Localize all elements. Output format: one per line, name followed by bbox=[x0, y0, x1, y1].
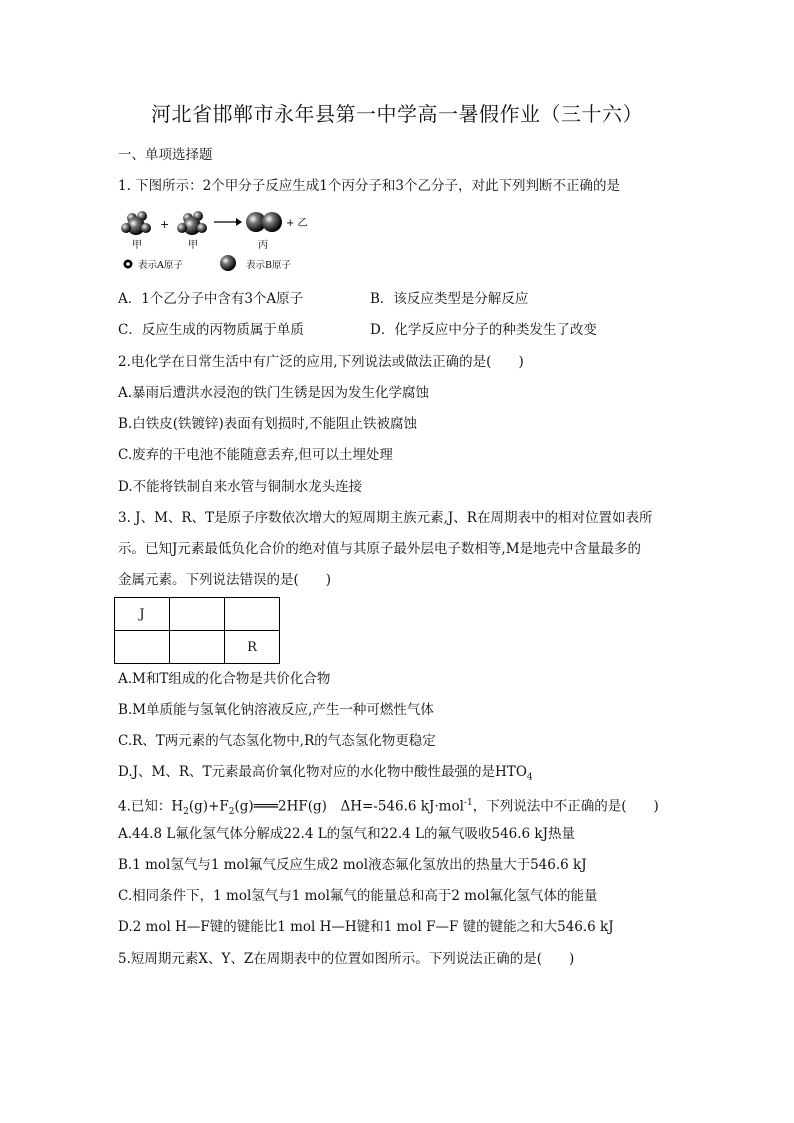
legend-b-label: 表示B原子 bbox=[246, 260, 291, 271]
molecule-bing bbox=[246, 212, 282, 232]
table-cell bbox=[170, 598, 225, 631]
question-3-stem-line3: 金属元素。下列说法错误的是( ) bbox=[118, 572, 332, 588]
label-plus-yi: + 乙 bbox=[286, 218, 308, 229]
q3-option-d: D.J、M、R、T元素最高价氧化物对应的水化物中酸性最强的是$HTO_4$ bbox=[118, 764, 533, 783]
table-cell bbox=[170, 631, 225, 664]
svg-text:+: + bbox=[160, 218, 170, 231]
question-5-stem: 5.短周期元素X、Y、Z在周期表中的位置如图所示。下列说法正确的是( ) bbox=[118, 951, 575, 967]
q4-option-c: C.相同条件下，1 mol氢气与1 mol氟气的能量总和高于2 mol氟化氢气体的能量 bbox=[118, 888, 598, 904]
q1-option-b: B．该反应类型是分解反应 bbox=[370, 291, 529, 307]
q2-option-d: D.不能将铁制自来水管与铜制水龙头连接 bbox=[118, 479, 363, 495]
table-cell: J bbox=[115, 598, 170, 631]
q4-option-d: D.2 mol H—F键的键能比1 mol H—H键和1 mol F—F 键的键能之和大546.6 kJ bbox=[118, 919, 614, 935]
legend-a-atom bbox=[124, 260, 133, 269]
periodic-position-table bbox=[114, 597, 280, 664]
q1-option-c: C．反应生成的丙物质属于单质 bbox=[118, 322, 304, 338]
q1-option-a: A．1个乙分子中含有3个A原子 bbox=[118, 291, 304, 307]
molecule-jia-1 bbox=[121, 211, 151, 235]
molecule-reaction-diagram bbox=[118, 206, 418, 276]
legend-b-atom bbox=[220, 255, 236, 271]
reaction-arrow bbox=[214, 218, 242, 226]
q4-option-b: B.1 mol氢气与1 mol氟气反应生成2 mol液态氟化氢放出的热量大于546.6 kJ bbox=[118, 857, 587, 873]
label-bing: 丙 bbox=[258, 240, 268, 251]
q4-option-a: A.44.8 L氟化氢气体分解成22.4 L的氢气和22.4 L的氟气吸收546.6 kJ热量 bbox=[118, 826, 576, 842]
legend-a-label: 表示A原子 bbox=[138, 260, 183, 271]
question-1-stem: 1. 下图所示：2个甲分子反应生成1个丙分子和3个乙分子，对此下列判断不正确的是 bbox=[118, 178, 620, 194]
page-title: 河北省邯郸市永年县第一中学高一暑假作业（三十六） bbox=[151, 102, 643, 126]
question-4-stem: 4.已知：$H_2(g)+F_2(g)═══2HF(g)$ ΔH=-546.6 kJ·mol$^{-1}$，下列说法中不正确的是( ) bbox=[118, 798, 659, 818]
q2-option-b: B.白铁皮(铁镀锌)表面有划损时,不能阻止铁被腐蚀 bbox=[118, 416, 418, 432]
q3-option-b: B.M单质能与氢氧化钠溶液反应,产生一种可燃性气体 bbox=[118, 702, 434, 718]
q1-option-d: D．化学反应中分子的种类发生了改变 bbox=[370, 322, 597, 338]
section-heading: 一、单项选择题 bbox=[118, 147, 213, 163]
question-2-stem: 2.电化学在日常生活中有广泛的应用,下列说法或做法正确的是( ) bbox=[118, 354, 524, 370]
molecule-jia-2 bbox=[177, 211, 207, 235]
q3-option-c: C.R、T两元素的气态氢化物中,R的气态氢化物更稳定 bbox=[118, 733, 436, 749]
label-jia-1: 甲 bbox=[132, 240, 142, 251]
label-jia-2: 甲 bbox=[188, 240, 198, 251]
table-cell bbox=[115, 631, 170, 664]
question-3-stem-line2: 示。已知J元素最低负化合价的绝对值与其原子最外层电子数相等,M是地壳中含量最多的 bbox=[118, 541, 642, 557]
q2-option-a: A.暴雨后遭洪水浸泡的铁门生锈是因为发生化学腐蚀 bbox=[118, 385, 430, 401]
table-cell bbox=[225, 598, 280, 631]
q3-option-a: A.M和T组成的化合物是共价化合物 bbox=[118, 671, 331, 687]
table-cell: R bbox=[225, 631, 280, 664]
q2-option-c: C.废弃的干电池不能随意丢弃,但可以土埋处理 bbox=[118, 447, 393, 463]
question-3-stem-line1: 3. J、M、R、T是原子序数依次增大的短周期主族元素,J、R在周期表中的相对位置如表所 bbox=[118, 510, 653, 526]
